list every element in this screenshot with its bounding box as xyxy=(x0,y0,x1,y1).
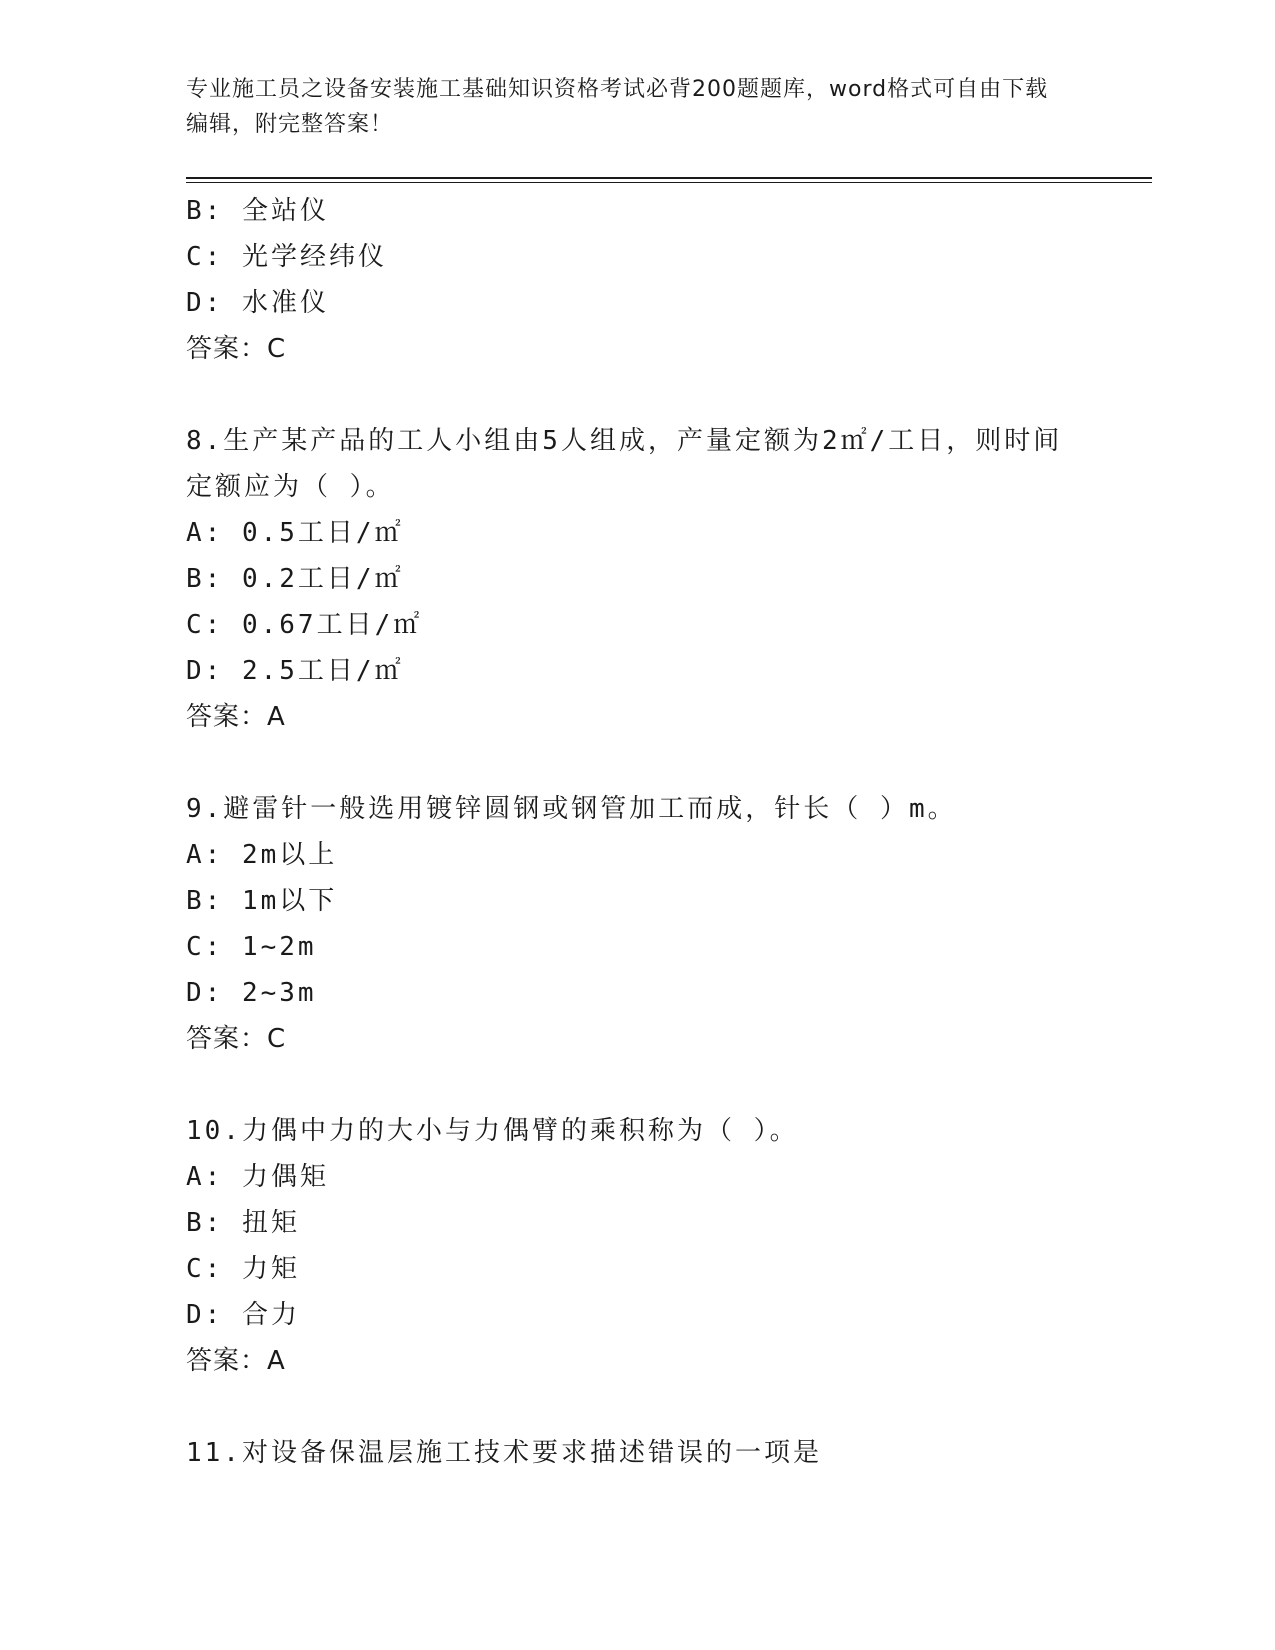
option-d: D: 水准仪 xyxy=(186,288,329,318)
option-b: B: 扭矩 xyxy=(186,1208,300,1238)
question-text: 9.避雷针一般选用镀锌圆钢或钢管加工而成，针长（ ）m。 xyxy=(186,794,957,824)
option-d: D: 2~3m xyxy=(186,978,317,1008)
question-9 xyxy=(186,786,1066,1062)
option-c: C: 光学经纬仪 xyxy=(186,242,387,272)
spacer xyxy=(186,1062,1066,1108)
answer: 答案：A xyxy=(186,1346,286,1376)
option-d: D: 2.5工日/㎡ xyxy=(186,656,404,686)
answer: 答案：A xyxy=(186,702,286,732)
option-b: B: 全站仪 xyxy=(186,196,329,226)
answer: 答案：C xyxy=(186,1024,287,1054)
question-list xyxy=(186,188,1066,1476)
option-c: C: 力矩 xyxy=(186,1254,300,1284)
question-text: 10.力偶中力的大小与力偶臂的乘积称为（ ）。 xyxy=(186,1116,799,1146)
question-text: 11.对设备保温层施工技术要求描述错误的一项是 xyxy=(186,1438,822,1468)
question-10 xyxy=(186,1108,1066,1384)
header-divider-thin xyxy=(186,182,1152,183)
option-a: A: 0.5工日/㎡ xyxy=(186,518,404,548)
option-d: D: 合力 xyxy=(186,1300,300,1330)
option-b: B: 1m以下 xyxy=(186,886,338,916)
question-8 xyxy=(186,418,1066,740)
option-a: A: 力偶矩 xyxy=(186,1162,329,1192)
question-7-tail xyxy=(186,188,1066,372)
spacer xyxy=(186,740,1066,786)
option-c: C: 0.67工日/㎡ xyxy=(186,610,423,640)
spacer xyxy=(186,1384,1066,1430)
document-header: 专业施工员之设备安装施工基础知识资格考试必背200题题库，word格式可自由下载编辑，附完整答案！ xyxy=(186,77,1049,137)
spacer xyxy=(186,372,1066,418)
header-divider-thick xyxy=(186,177,1152,179)
question-text: 8.生产某产品的工人小组由5人组成，产量定额为2㎡/工日，则时间定额应为（ ）。 xyxy=(186,426,1063,502)
option-b: B: 0.2工日/㎡ xyxy=(186,564,404,594)
answer: 答案：C xyxy=(186,334,287,364)
option-c: C: 1~2m xyxy=(186,932,317,962)
question-11 xyxy=(186,1430,1066,1476)
option-a: A: 2m以上 xyxy=(186,840,338,870)
